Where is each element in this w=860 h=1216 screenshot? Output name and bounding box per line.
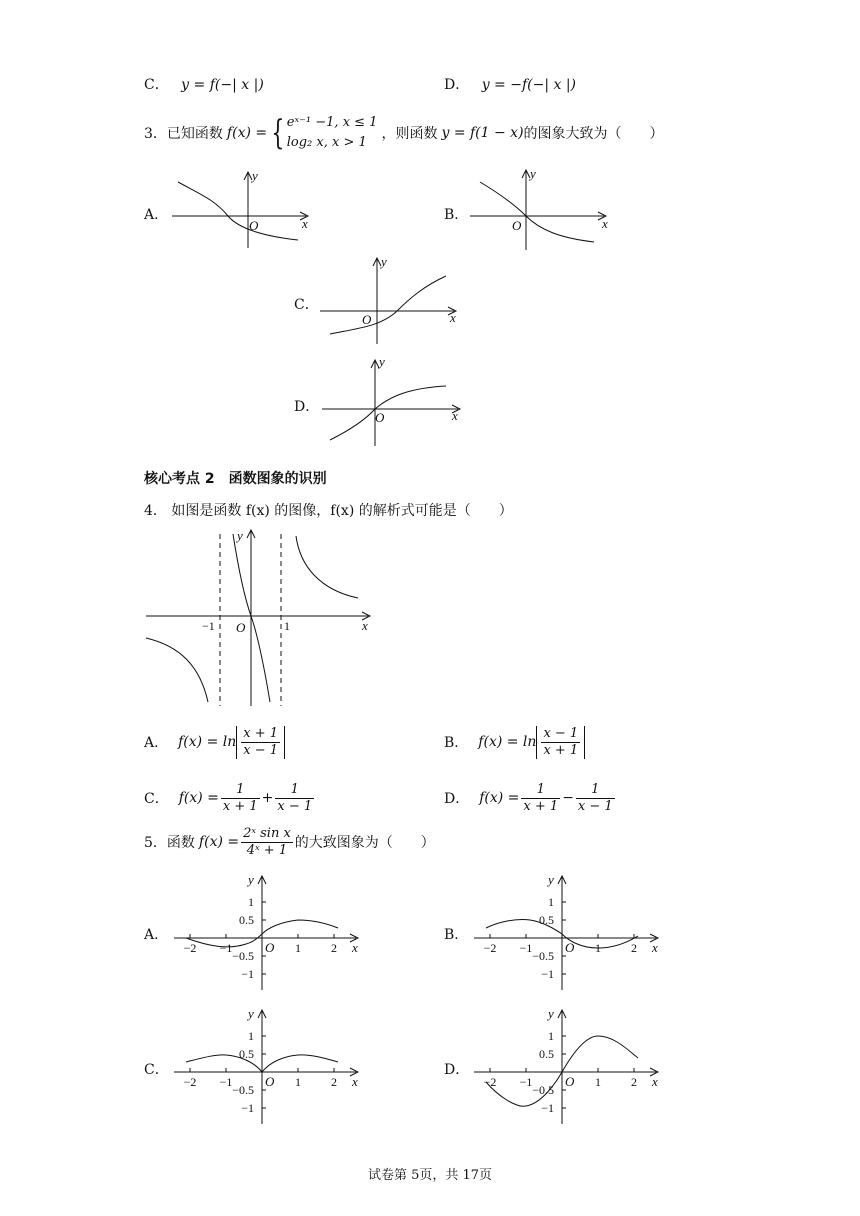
- q4-option-c: [144, 778, 316, 818]
- fraction: [241, 826, 293, 859]
- brace-glyph: {: [271, 113, 285, 153]
- target-function: y = f(1 − x): [441, 125, 524, 141]
- origin-label: O: [375, 410, 385, 425]
- q3-option-c-label: C．: [294, 297, 319, 313]
- denominator: x + 1: [222, 798, 258, 814]
- q3-graph-b: [470, 166, 608, 250]
- q3-graph-a: [172, 168, 308, 248]
- origin-label: O: [265, 940, 275, 955]
- curve-left-branch: [146, 638, 208, 702]
- y-tick-label: −0.5: [532, 1083, 554, 1097]
- y-label: y: [248, 1006, 254, 1021]
- x-tick-label: −1: [519, 941, 533, 955]
- fraction-1: [221, 782, 260, 815]
- origin-label: O: [565, 1074, 575, 1089]
- q3-graph-c: [320, 254, 456, 344]
- q4-option-d: [444, 778, 617, 818]
- x-tick-label: 2: [631, 1075, 637, 1089]
- absolute-value: [236, 726, 285, 759]
- question-number: 4．: [144, 503, 167, 519]
- option-lhs: f(x) = ln: [478, 734, 537, 750]
- y-tick-label: 1: [548, 895, 554, 909]
- q4-graph: [140, 526, 380, 710]
- numerator: 1: [521, 782, 560, 799]
- stem-text: 如图是函数 f(x) 的图像，f(x) 的解析式可能是（ ）: [171, 503, 513, 519]
- x-tick-label: −2: [483, 941, 497, 955]
- x-label: x: [352, 1074, 358, 1089]
- curve: [480, 182, 594, 242]
- y-tick-label: 1: [248, 1029, 254, 1043]
- denominator: x + 1: [523, 798, 559, 814]
- q3-option-b-label: B．: [444, 207, 469, 223]
- origin-label: O: [512, 218, 522, 233]
- x-tick-label: −1: [519, 1075, 533, 1089]
- tick-one: 1: [284, 619, 290, 633]
- y-label: y: [252, 168, 258, 183]
- denominator: x − 1: [243, 742, 279, 758]
- case-1: eˣ⁻¹ −1, x ≤ 1: [286, 115, 378, 130]
- x-label: x: [652, 940, 658, 955]
- fraction-2: [576, 782, 615, 815]
- numerator: 1: [275, 782, 314, 799]
- x-tick-label: −2: [183, 941, 197, 955]
- denominator: x − 1: [277, 798, 313, 814]
- y-label: y: [548, 872, 554, 887]
- y-tick-label: 0.5: [239, 913, 254, 927]
- x-label: x: [450, 310, 456, 325]
- x-label: x: [362, 618, 368, 633]
- q5-option-a-label: A．: [144, 927, 169, 943]
- y-label: y: [381, 254, 387, 269]
- q5-graph-d: [468, 1004, 668, 1128]
- stem-text: 的大致图象为（ ）: [294, 835, 435, 851]
- origin-label: O: [249, 218, 259, 233]
- y-tick-label: −0.5: [532, 949, 554, 963]
- y-label: y: [379, 354, 385, 369]
- axes: [474, 872, 658, 990]
- y-tick-label: 1: [248, 895, 254, 909]
- section-title: 核心考点 2 函数图象的识别: [144, 471, 327, 487]
- option-label: D．: [444, 791, 470, 807]
- stem-text: 函数: [166, 835, 195, 851]
- x-label: x: [302, 216, 308, 231]
- curve-right-branch: [296, 536, 358, 598]
- x-tick-label: 2: [331, 941, 337, 955]
- numerator: x − 1: [543, 725, 579, 741]
- operator: −: [562, 790, 574, 806]
- case-2: log₂ x, x > 1: [286, 135, 367, 150]
- fraction: [541, 726, 580, 759]
- fraction-2: [275, 782, 314, 815]
- fraction-1: [521, 782, 560, 815]
- x-tick-label: 1: [595, 1075, 601, 1089]
- axes: [174, 1006, 358, 1124]
- function-lhs: f(x) =: [198, 834, 240, 850]
- origin-label: O: [565, 940, 575, 955]
- option-lhs: f(x) =: [178, 790, 219, 806]
- question-number: 5．: [144, 835, 167, 851]
- x-label: x: [352, 940, 358, 955]
- option-label: C．: [144, 791, 169, 807]
- y-tick-label: −0.5: [232, 1083, 254, 1097]
- x-tick-label: −2: [183, 1075, 197, 1089]
- q3-graph-d: [322, 354, 460, 446]
- x-tick-label: 1: [595, 941, 601, 955]
- origin-label: O: [362, 312, 372, 327]
- y-tick-label: −1: [541, 1101, 554, 1115]
- curve: [178, 182, 298, 240]
- q4-option-a: [144, 722, 285, 762]
- stem-text: 已知函数: [166, 126, 223, 142]
- y-tick-label: −0.5: [232, 949, 254, 963]
- x-tick-label: −2: [483, 1075, 497, 1089]
- origin-label: O: [236, 620, 246, 635]
- q4-stem: [144, 500, 513, 520]
- x-tick-label: 1: [295, 1075, 301, 1089]
- x-tick-label: 1: [295, 941, 301, 955]
- option-formula: y = f(−| x |): [181, 77, 264, 93]
- y-tick-label: 0.5: [539, 1047, 554, 1061]
- q5-option-c-label: C．: [144, 1062, 169, 1078]
- denominator: x − 1: [577, 798, 613, 814]
- x-tick-label: −1: [219, 941, 233, 955]
- y-tick-label: −1: [541, 967, 554, 981]
- absolute-value: [536, 726, 585, 759]
- x-label: x: [652, 1074, 658, 1089]
- y-tick-label: −1: [241, 1101, 254, 1115]
- option-lhs: f(x) = ln: [178, 734, 237, 750]
- origin-label: O: [265, 1074, 275, 1089]
- numerator: 1: [221, 782, 260, 799]
- curve: [330, 386, 446, 440]
- fraction: [241, 726, 280, 759]
- y-label: y: [237, 528, 243, 543]
- x-label: x: [452, 408, 458, 423]
- q5-graph-b: [468, 870, 668, 994]
- option-label: B．: [444, 735, 469, 751]
- q3-option-a-label: A．: [144, 207, 169, 223]
- numerator: x + 1: [243, 725, 279, 741]
- stem-text: 的图象大致为（ ）: [523, 126, 664, 142]
- x-label: x: [602, 216, 608, 231]
- question-number: 3．: [144, 126, 167, 142]
- y-tick-label: −1: [241, 967, 254, 981]
- q5-option-d-label: D．: [444, 1062, 470, 1078]
- function-def: f(x) =: [226, 125, 268, 141]
- x-tick-label: 2: [631, 941, 637, 955]
- y-label: y: [248, 872, 254, 887]
- q3-graphs: [0, 0, 860, 460]
- y-tick-label: 1: [548, 1029, 554, 1043]
- q5-option-b-label: B．: [444, 927, 469, 943]
- q5-stem: [144, 822, 435, 862]
- q4-option-b: [444, 722, 585, 762]
- denominator: 4ˣ + 1: [246, 842, 288, 858]
- option-label: A．: [144, 735, 169, 751]
- option-lhs: f(x) =: [479, 790, 520, 806]
- y-label: y: [530, 166, 536, 181]
- q3-option-d-label: D．: [294, 399, 320, 415]
- operator: +: [261, 790, 274, 806]
- stem-text: ，则函数: [381, 126, 438, 142]
- denominator: x + 1: [543, 742, 579, 758]
- numerator: 2ˣ sin x: [243, 825, 291, 841]
- x-tick-label: 2: [331, 1075, 337, 1089]
- curve: [330, 276, 446, 334]
- page-footer: 试卷第 5页，共 17页: [367, 1168, 493, 1183]
- option-label: D．: [444, 77, 470, 93]
- y-tick-label: 0.5: [239, 1047, 254, 1061]
- y-tick-label: 0.5: [539, 913, 554, 927]
- q5-graph-a: [168, 870, 368, 994]
- y-label: y: [548, 1006, 554, 1021]
- x-tick-label: −1: [219, 1075, 233, 1089]
- option-label: C．: [144, 77, 169, 93]
- tick-neg-one: −1: [202, 619, 215, 633]
- q5-graph-c: [168, 1004, 368, 1128]
- option-formula: y = −f(−| x |): [481, 77, 577, 93]
- numerator: 1: [576, 782, 615, 799]
